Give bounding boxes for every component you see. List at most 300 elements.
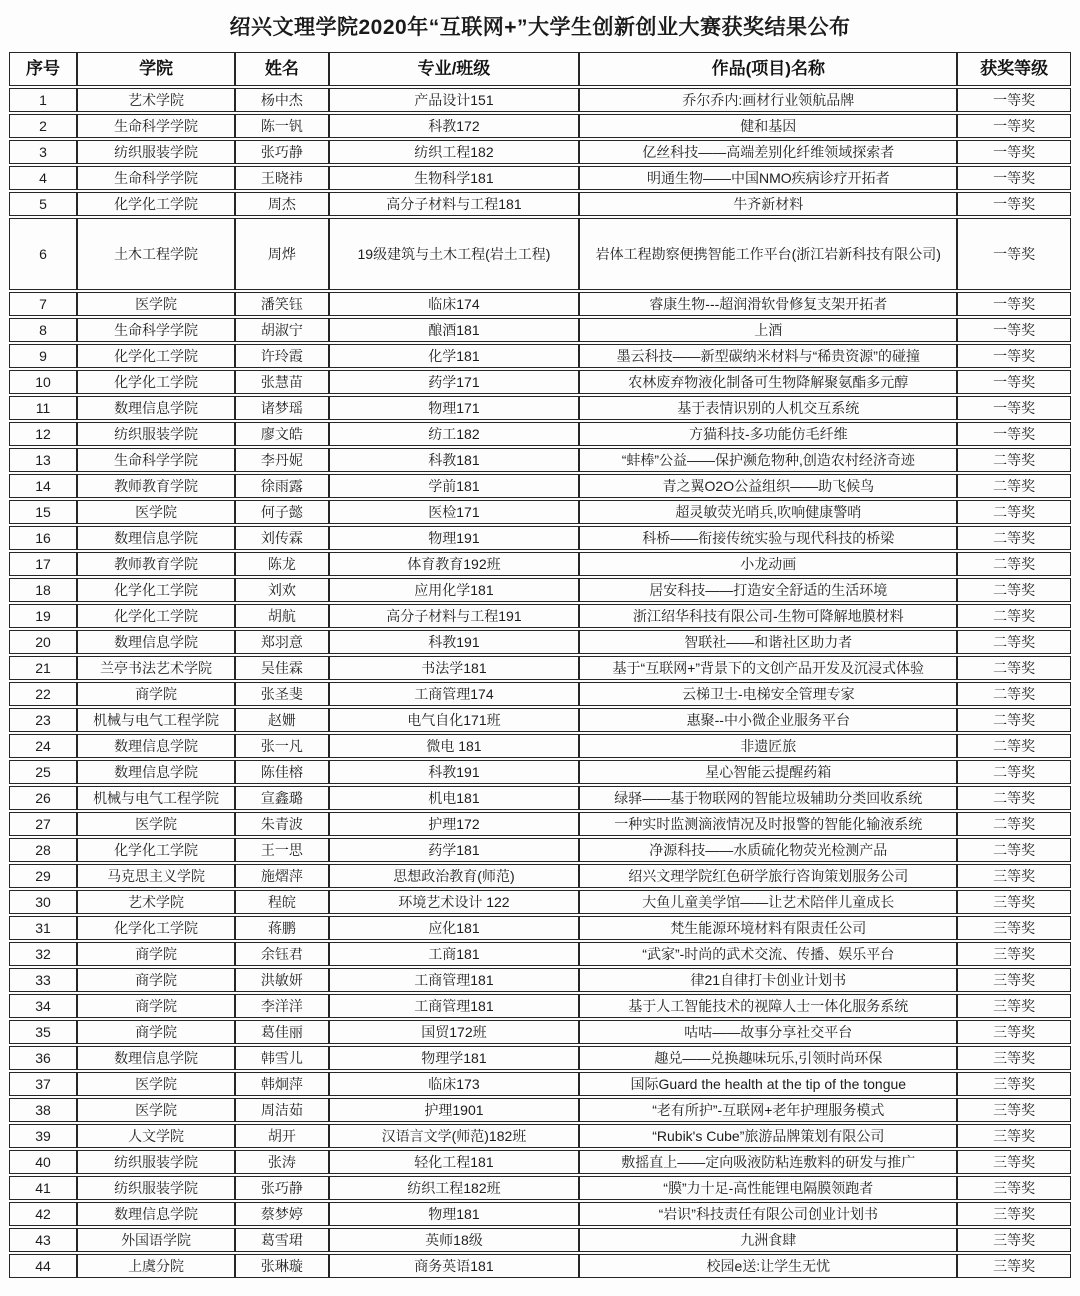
cell-name: 刘传霖 [235,526,328,550]
cell-project: 大鱼儿童美学馆——让艺术陪伴儿童成长 [579,890,957,914]
cell-college: 商学院 [77,682,235,706]
cell-major: 应化181 [329,916,580,940]
cell-name: 胡开 [235,1124,328,1148]
cell-award: 一等奖 [957,292,1071,316]
table-row [9,1072,1071,1096]
cell-college: 商学院 [77,1020,235,1044]
cell-name: 赵姗 [235,708,328,732]
cell-no: 19 [9,604,77,628]
cell-project: 居安科技——打造安全舒适的生活环境 [579,578,957,602]
cell-name: 胡淑宁 [235,318,328,342]
cell-project: “老有所护”-互联网+老年护理服务模式 [579,1098,957,1122]
cell-major: 生物科学181 [329,166,580,190]
cell-award: 三等奖 [957,1228,1071,1252]
cell-name: 周杰 [235,192,328,216]
table-row [9,422,1071,446]
cell-major: 工商管理174 [329,682,580,706]
cell-no: 18 [9,578,77,602]
cell-project: 乔尔乔内:画材行业领航品牌 [579,88,957,112]
cell-major: 科教181 [329,448,580,472]
cell-project: 基于人工智能技术的视障人士一体化服务系统 [579,994,957,1018]
table-row [9,734,1071,758]
table-row [9,1254,1071,1278]
cell-name: 何子懿 [235,500,328,524]
table-row [9,942,1071,966]
cell-project: 方猫科技-多功能仿毛纤维 [579,422,957,446]
cell-college: 上虞分院 [77,1254,235,1278]
cell-major: 物理171 [329,396,580,420]
cell-project: 敷摇直上——定向吸液防粘连敷料的研发与推广 [579,1150,957,1174]
cell-name: 张巧静 [235,1176,328,1200]
cell-name: 张巧静 [235,140,328,164]
cell-project: “岩识”科技责任有限公司创业计划书 [579,1202,957,1226]
table-body [9,88,1071,1278]
table-row [9,396,1071,420]
cell-major: 纺织工程182 [329,140,580,164]
cell-college: 化学化工学院 [77,344,235,368]
cell-name: 宣鑫璐 [235,786,328,810]
cell-project: 云梯卫士-电梯安全管理专家 [579,682,957,706]
cell-college: 数理信息学院 [77,396,235,420]
cell-award: 一等奖 [957,192,1071,216]
cell-project: 绿驿——基于物联网的智能垃圾辅助分类回收系统 [579,786,957,810]
cell-name: 王一思 [235,838,328,862]
cell-no: 1 [9,88,77,112]
cell-no: 3 [9,140,77,164]
cell-name: 李洋洋 [235,994,328,1018]
table-row [9,760,1071,784]
cell-major: 高分子材料与工程181 [329,192,580,216]
cell-name: 张慧苗 [235,370,328,394]
table-row [9,292,1071,316]
cell-college: 数理信息学院 [77,630,235,654]
cell-no: 7 [9,292,77,316]
cell-no: 38 [9,1098,77,1122]
cell-project: 校园e送:让学生无忧 [579,1254,957,1278]
cell-no: 44 [9,1254,77,1278]
cell-college: 化学化工学院 [77,604,235,628]
cell-award: 一等奖 [957,318,1071,342]
cell-project: 超灵敏荧光哨兵,吹响健康警哨 [579,500,957,524]
cell-no: 29 [9,864,77,888]
table-row [9,1202,1071,1226]
cell-project: 非遗匠旅 [579,734,957,758]
cell-major: 思想政治教育(师范) [329,864,580,888]
cell-college: 人文学院 [77,1124,235,1148]
cell-award: 二等奖 [957,630,1071,654]
cell-major: 物理学181 [329,1046,580,1070]
cell-college: 兰亭书法艺术学院 [77,656,235,680]
cell-major: 商务英语181 [329,1254,580,1278]
cell-name: 陈龙 [235,552,328,576]
table-row [9,218,1071,290]
cell-name: 胡航 [235,604,328,628]
column-header-major: 专业/班级 [329,52,580,86]
cell-major: 临床174 [329,292,580,316]
cell-major: 药学181 [329,838,580,862]
cell-no: 5 [9,192,77,216]
cell-project: 趣兑——兑换趣味玩乐,引领时尚环保 [579,1046,957,1070]
cell-project: “Rubik's Cube”旅游品牌策划有限公司 [579,1124,957,1148]
cell-no: 16 [9,526,77,550]
cell-no: 13 [9,448,77,472]
cell-name: 张圣斐 [235,682,328,706]
cell-award: 二等奖 [957,448,1071,472]
cell-name: 潘笑钰 [235,292,328,316]
cell-award: 三等奖 [957,1098,1071,1122]
cell-no: 17 [9,552,77,576]
cell-major: 物理181 [329,1202,580,1226]
cell-no: 41 [9,1176,77,1200]
cell-no: 10 [9,370,77,394]
column-header-project: 作品(项目)名称 [579,52,957,86]
cell-college: 化学化工学院 [77,370,235,394]
cell-major: 汉语言文学(师范)182班 [329,1124,580,1148]
cell-college: 数理信息学院 [77,1202,235,1226]
table-row [9,1150,1071,1174]
cell-name: 杨中杰 [235,88,328,112]
cell-no: 9 [9,344,77,368]
cell-project: 牛齐新材料 [579,192,957,216]
table-row [9,166,1071,190]
cell-award: 二等奖 [957,734,1071,758]
cell-major: 科教191 [329,760,580,784]
cell-major: 护理1901 [329,1098,580,1122]
cell-name: 施熠萍 [235,864,328,888]
cell-name: 韩雪儿 [235,1046,328,1070]
table-header [9,52,1071,86]
cell-project: 亿丝科技——高端差别化纤维领域探索者 [579,140,957,164]
cell-major: 科教191 [329,630,580,654]
cell-no: 30 [9,890,77,914]
table-row [9,526,1071,550]
table-row [9,192,1071,216]
cell-college: 艺术学院 [77,88,235,112]
cell-award: 一等奖 [957,218,1071,290]
cell-no: 27 [9,812,77,836]
cell-project: “武家”-时尚的武术交流、传播、娱乐平台 [579,942,957,966]
cell-no: 31 [9,916,77,940]
table-row [9,890,1071,914]
column-header-no: 序号 [9,52,77,86]
cell-no: 6 [9,218,77,290]
cell-name: 葛佳丽 [235,1020,328,1044]
cell-name: 周洁茹 [235,1098,328,1122]
cell-college: 纺织服装学院 [77,140,235,164]
cell-no: 23 [9,708,77,732]
cell-award: 二等奖 [957,708,1071,732]
cell-college: 医学院 [77,1098,235,1122]
table-row [9,630,1071,654]
cell-no: 14 [9,474,77,498]
cell-award: 二等奖 [957,656,1071,680]
table-row [9,864,1071,888]
cell-project: 智联社——和谐社区助力者 [579,630,957,654]
cell-award: 一等奖 [957,396,1071,420]
cell-major: 纺织工程182班 [329,1176,580,1200]
table-row [9,1020,1071,1044]
cell-major: 体育教育192班 [329,552,580,576]
cell-award: 三等奖 [957,994,1071,1018]
cell-major: 19级建筑与土木工程(岩土工程) [329,218,580,290]
cell-award: 一等奖 [957,114,1071,138]
table-row [9,604,1071,628]
cell-no: 8 [9,318,77,342]
cell-award: 三等奖 [957,1046,1071,1070]
table-row [9,1176,1071,1200]
cell-award: 二等奖 [957,604,1071,628]
cell-no: 22 [9,682,77,706]
cell-major: 工商181 [329,942,580,966]
cell-college: 生命科学学院 [77,318,235,342]
cell-no: 39 [9,1124,77,1148]
cell-project: 惠聚--中小微企业服务平台 [579,708,957,732]
cell-award: 二等奖 [957,552,1071,576]
table-row [9,786,1071,810]
table-row [9,656,1071,680]
cell-major: 机电181 [329,786,580,810]
cell-project: 睿康生物---超润滑软骨修复支架开拓者 [579,292,957,316]
cell-name: 廖文皓 [235,422,328,446]
cell-project: 九洲食肆 [579,1228,957,1252]
cell-college: 数理信息学院 [77,526,235,550]
cell-name: 诸梦瑶 [235,396,328,420]
cell-project: 梵生能源环境材料有限责任公司 [579,916,957,940]
cell-award: 三等奖 [957,968,1071,992]
cell-name: 蒋鹏 [235,916,328,940]
cell-no: 24 [9,734,77,758]
cell-award: 一等奖 [957,166,1071,190]
cell-name: 许玲霞 [235,344,328,368]
table-row [9,500,1071,524]
cell-college: 商学院 [77,968,235,992]
cell-major: 学前181 [329,474,580,498]
cell-award: 三等奖 [957,1176,1071,1200]
cell-college: 机械与电气工程学院 [77,786,235,810]
cell-project: 小龙动画 [579,552,957,576]
cell-college: 数理信息学院 [77,1046,235,1070]
cell-no: 25 [9,760,77,784]
cell-major: 科教172 [329,114,580,138]
cell-name: 徐雨露 [235,474,328,498]
cell-project: 上酒 [579,318,957,342]
cell-name: 李丹妮 [235,448,328,472]
cell-major: 护理172 [329,812,580,836]
table-row [9,370,1071,394]
table-row [9,838,1071,862]
cell-college: 艺术学院 [77,890,235,914]
table-row [9,114,1071,138]
cell-award: 三等奖 [957,864,1071,888]
table-row [9,344,1071,368]
table-row [9,1124,1071,1148]
cell-award: 二等奖 [957,682,1071,706]
cell-award: 二等奖 [957,786,1071,810]
table-row [9,448,1071,472]
cell-major: 工商管理181 [329,968,580,992]
cell-project: 净源科技——水质硫化物荧光检测产品 [579,838,957,862]
column-header-college: 学院 [77,52,235,86]
cell-college: 纺织服装学院 [77,1150,235,1174]
cell-name: 韩炯萍 [235,1072,328,1096]
cell-award: 三等奖 [957,1150,1071,1174]
cell-name: 朱青波 [235,812,328,836]
cell-no: 40 [9,1150,77,1174]
cell-no: 12 [9,422,77,446]
cell-name: 王晓祎 [235,166,328,190]
table-row [9,994,1071,1018]
cell-award: 一等奖 [957,422,1071,446]
cell-project: 明通生物——中国NMO疾病诊疗开拓者 [579,166,957,190]
cell-name: 吴佳霖 [235,656,328,680]
cell-major: 酿酒181 [329,318,580,342]
cell-major: 电气自化171班 [329,708,580,732]
cell-major: 产品设计151 [329,88,580,112]
table-row [9,1046,1071,1070]
cell-college: 纺织服装学院 [77,1176,235,1200]
table-row [9,318,1071,342]
cell-name: 蔡梦婷 [235,1202,328,1226]
cell-name: 张一凡 [235,734,328,758]
cell-major: 药学171 [329,370,580,394]
cell-college: 商学院 [77,942,235,966]
cell-no: 35 [9,1020,77,1044]
cell-project: 咕咕——故事分享社交平台 [579,1020,957,1044]
cell-name: 葛雪珺 [235,1228,328,1252]
column-header-award: 获奖等级 [957,52,1071,86]
cell-major: 临床173 [329,1072,580,1096]
cell-award: 二等奖 [957,500,1071,524]
cell-college: 医学院 [77,292,235,316]
cell-college: 外国语学院 [77,1228,235,1252]
cell-major: 物理191 [329,526,580,550]
cell-college: 生命科学学院 [77,166,235,190]
cell-award: 三等奖 [957,1254,1071,1278]
cell-major: 化学181 [329,344,580,368]
cell-major: 应用化学181 [329,578,580,602]
cell-college: 化学化工学院 [77,916,235,940]
cell-project: 科桥——衔接传统实验与现代科技的桥梁 [579,526,957,550]
cell-no: 37 [9,1072,77,1096]
cell-project: 绍兴文理学院红色研学旅行咨询策划服务公司 [579,864,957,888]
cell-college: 医学院 [77,812,235,836]
cell-no: 42 [9,1202,77,1226]
table-row [9,968,1071,992]
cell-name: 陈佳榕 [235,760,328,784]
cell-project: 青之翼O2O公益组织——助飞候鸟 [579,474,957,498]
cell-college: 纺织服装学院 [77,422,235,446]
cell-no: 2 [9,114,77,138]
cell-award: 一等奖 [957,140,1071,164]
cell-name: 洪敏妍 [235,968,328,992]
cell-award: 一等奖 [957,88,1071,112]
cell-award: 三等奖 [957,942,1071,966]
cell-project: 健和基因 [579,114,957,138]
cell-name: 张涛 [235,1150,328,1174]
table-row [9,140,1071,164]
cell-major: 工商管理181 [329,994,580,1018]
cell-project: 基于表情识别的人机交互系统 [579,396,957,420]
cell-name: 陈一钒 [235,114,328,138]
cell-project: “膜”力十足-高性能锂电隔膜领跑者 [579,1176,957,1200]
cell-project: “蚌棒”公益——保护濒危物种,创造农村经济奇迹 [579,448,957,472]
cell-award: 二等奖 [957,760,1071,784]
table-row [9,682,1071,706]
cell-award: 二等奖 [957,578,1071,602]
cell-no: 26 [9,786,77,810]
cell-college: 机械与电气工程学院 [77,708,235,732]
cell-college: 生命科学学院 [77,114,235,138]
cell-major: 微电 181 [329,734,580,758]
cell-no: 20 [9,630,77,654]
cell-college: 化学化工学院 [77,578,235,602]
cell-award: 一等奖 [957,370,1071,394]
cell-no: 15 [9,500,77,524]
cell-project: 农林废弃物液化制备可生物降解聚氨酯多元醇 [579,370,957,394]
cell-name: 郑羽意 [235,630,328,654]
cell-no: 28 [9,838,77,862]
cell-major: 书法学181 [329,656,580,680]
table-row [9,812,1071,836]
cell-name: 刘欢 [235,578,328,602]
cell-college: 土木工程学院 [77,218,235,290]
cell-major: 医检171 [329,500,580,524]
cell-name: 张琳璇 [235,1254,328,1278]
cell-name: 程皖 [235,890,328,914]
cell-no: 34 [9,994,77,1018]
cell-no: 33 [9,968,77,992]
table-row [9,1098,1071,1122]
cell-award: 三等奖 [957,890,1071,914]
cell-project: 浙江绍华科技有限公司-生物可降解地膜材料 [579,604,957,628]
page-title: 绍兴文理学院2020年“互联网+”大学生创新创业大赛获奖结果公布 [229,16,851,39]
table-header-row [9,52,1071,86]
cell-award: 三等奖 [957,1202,1071,1226]
cell-major: 环境艺术设计 122 [329,890,580,914]
column-header-name: 姓名 [235,52,328,86]
cell-award: 二等奖 [957,526,1071,550]
table-row [9,916,1071,940]
table-row [9,88,1071,112]
cell-college: 马克思主义学院 [77,864,235,888]
cell-college: 教师教育学院 [77,552,235,576]
cell-major: 英师18级 [329,1228,580,1252]
cell-no: 11 [9,396,77,420]
cell-project: 墨云科技——新型碳纳米材料与“稀贵资源”的碰撞 [579,344,957,368]
cell-award: 三等奖 [957,1124,1071,1148]
cell-award: 二等奖 [957,838,1071,862]
cell-major: 高分子材料与工程191 [329,604,580,628]
cell-no: 43 [9,1228,77,1252]
cell-project: 一种实时监测滴液情况及时报警的智能化输液系统 [579,812,957,836]
cell-project: 律21自律打卡创业计划书 [579,968,957,992]
cell-project: 基于“互联网+”背景下的文创产品开发及沉浸式体验 [579,656,957,680]
table-row [9,708,1071,732]
cell-project: 岩体工程勘察便携智能工作平台(浙江岩新科技有限公司) [579,218,957,290]
cell-major: 国贸172班 [329,1020,580,1044]
table-row [9,578,1071,602]
cell-award: 三等奖 [957,1020,1071,1044]
cell-college: 医学院 [77,500,235,524]
cell-major: 轻化工程181 [329,1150,580,1174]
table-row [9,552,1071,576]
cell-name: 周烨 [235,218,328,290]
cell-award: 三等奖 [957,1072,1071,1096]
table-row [9,1228,1071,1252]
cell-award: 二等奖 [957,812,1071,836]
cell-college: 化学化工学院 [77,838,235,862]
cell-college: 生命科学学院 [77,448,235,472]
